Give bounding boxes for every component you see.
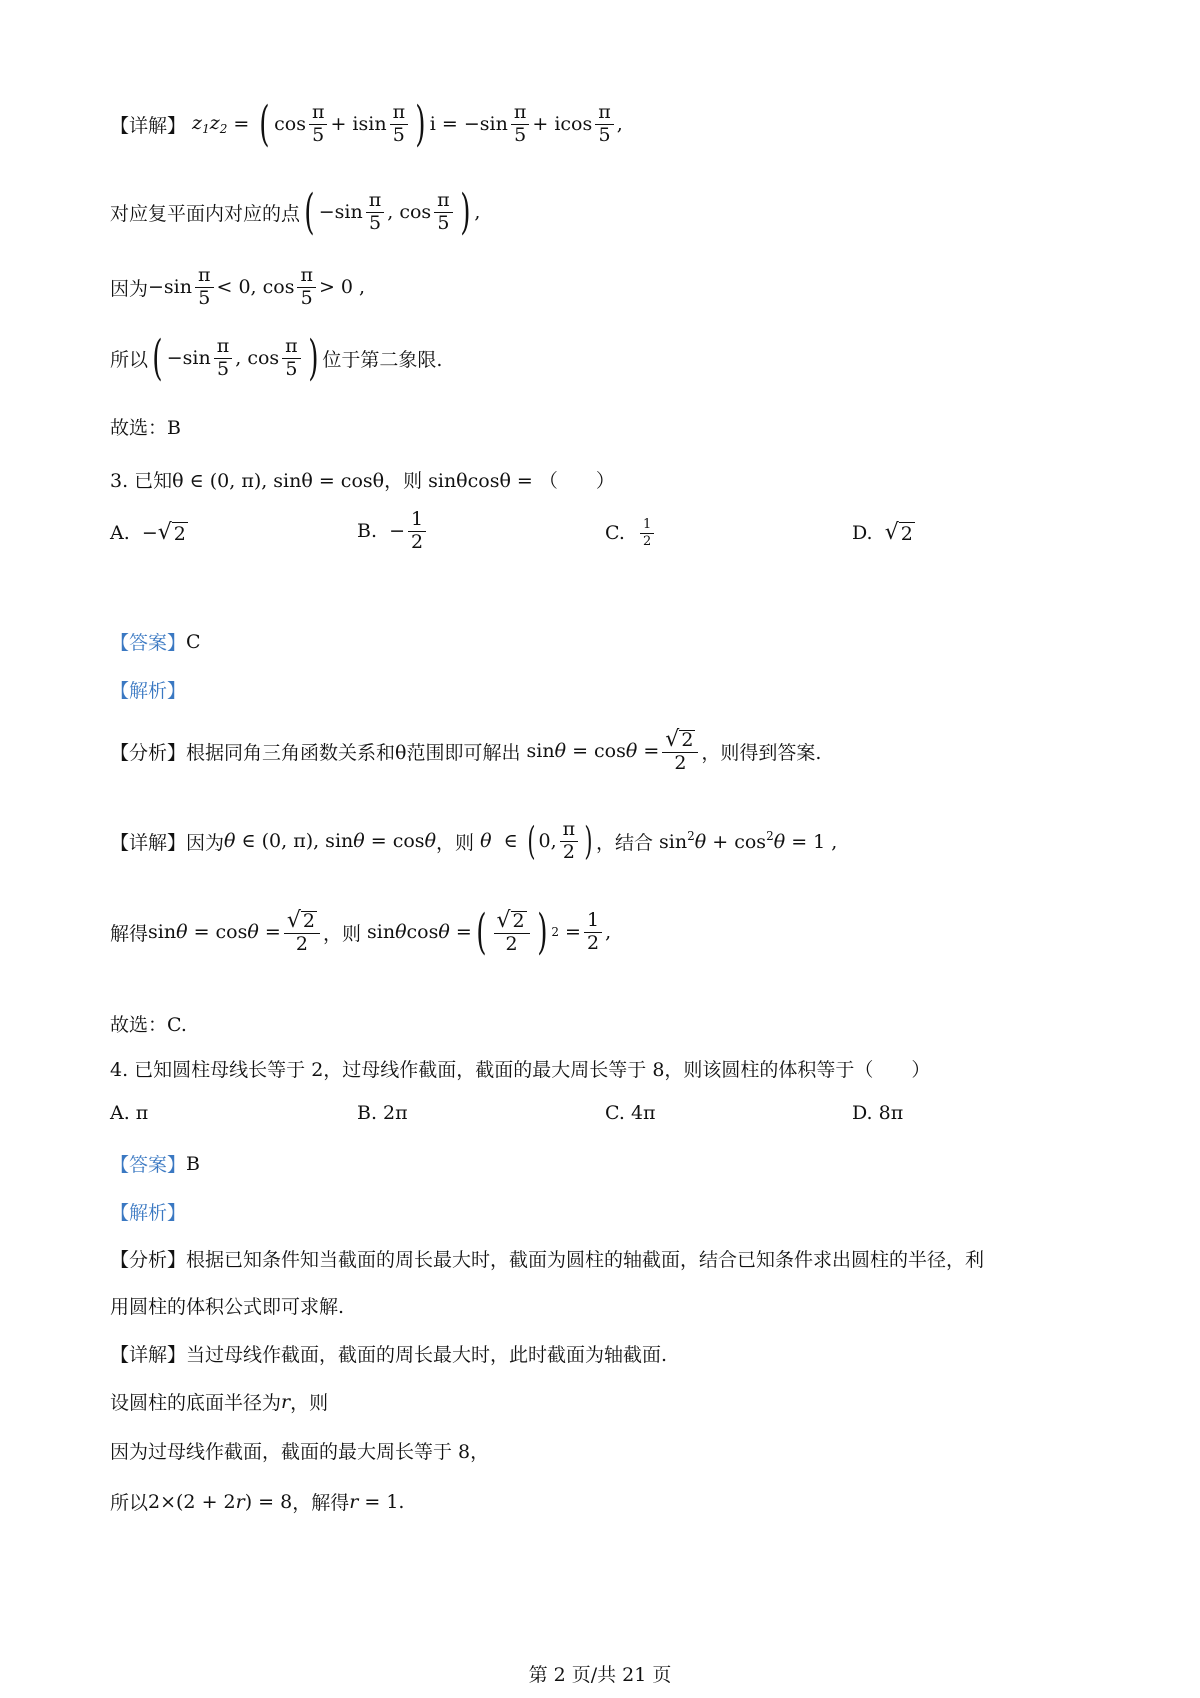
q3-option-d: D. √ 2	[852, 520, 913, 545]
so-line: 所以 ( −sin $\frac{\pi}{5}$ , cos $\frac{\pi}{5}$ ) 位于第二象限.	[110, 330, 443, 386]
q3-analysis: 【分析】 根据同角三角函数关系和θ范围即可解出 sinθ = cosθ = √ 2 2 ，则得到答案.	[110, 727, 822, 775]
q3-detail: 【详解】 因为 θ ∈ (0, π), sinθ = cosθ ，则 θ ∈ ( 0, $\frac{\pi}{2}$ ) ，结合 $\sin^2\theta + \cos^2\theta = 1$ ,	[110, 818, 838, 864]
q3-option-b: B. − $\frac{1}{2}$	[357, 510, 429, 553]
q4-option-b: B. 2π	[357, 1102, 408, 1124]
q4-option-c: C. 4π	[605, 1102, 656, 1124]
q4-option-a: A. π	[110, 1102, 149, 1124]
q4-detail-line3: 因为过母线作截面，截面的最大周长等于 8，	[110, 1441, 490, 1463]
q3-option-c: C. $\frac{1}{2}$	[605, 518, 657, 548]
q4-detail-line2: 设圆柱的底面半径为 r ，则	[110, 1390, 329, 1414]
q4-option-d: D. 8π	[852, 1102, 904, 1124]
q4-stem: 4. 已知圆柱母线长等于 2，过母线作截面，截面的最大周长等于 8，则该圆柱的体积等于（ ）	[110, 1059, 931, 1081]
q4-analysis-line2: 用圆柱的体积公式即可求解.	[110, 1296, 345, 1318]
detail-tag: 【详解】	[110, 114, 187, 137]
q4-analysis-tag: 【解析】	[110, 1202, 187, 1224]
q4-analysis-line1: 【分析】根据已知条件知当截面的周长最大时，截面为圆柱的轴截面，结合已知条件求出圆柱的半径，利	[110, 1249, 985, 1271]
point-text: 对应复平面内对应的点	[110, 202, 301, 225]
q4-detail-line1: 【详解】当过母线作截面，截面的周长最大时，此时截面为轴截面.	[110, 1344, 668, 1366]
q4-detail-line4: 所以 2×(2 + 2r) = 8 ，解得 r = 1 .	[110, 1490, 405, 1514]
q4-answer: 【答案】 B	[110, 1152, 200, 1176]
point-line: 对应复平面内对应的点 ( −sin $\frac{\pi}{5}$ , cos $\frac{\pi}{5}$ ) ,	[110, 184, 481, 240]
q3-stem: 3. 已知θ ∈ (0, π), sinθ = cosθ，则 sinθcosθ = （ ）	[110, 470, 615, 492]
choose-c: 故选：C.	[110, 1014, 187, 1036]
quadrant-text: 位于第二象限.	[322, 348, 443, 371]
detail-line-z1z2: 【详解】 $z_1z_2$ = ( cos $\frac{\pi}{5}$ + isin $\frac{\pi}{5}$ ) i = −sin $\frac{\pi}{5}$ + icos $\frac{\pi}{5}$ ,	[110, 96, 623, 152]
choose-b: 故选：B	[110, 417, 181, 439]
q3-option-a: A. − √ 2	[110, 520, 186, 545]
because-line: 因为 −sin $\frac{\pi}{5}$ < 0, cos $\frac{\pi}{5}$ > 0 ,	[110, 264, 366, 309]
q3-analysis-tag: 【解析】	[110, 680, 187, 702]
q3-answer: 【答案】 C	[110, 630, 201, 654]
q3-solve: 解得 sinθ = cosθ = √ 2 2 ，则 sinθcosθ = ( √ 2 2 ) 2 = $\frac{1}{2}$ ,	[110, 904, 612, 960]
page-footer: 第 2 页/共 21 页	[528, 1664, 672, 1686]
because-text: 因为	[110, 277, 149, 300]
math-z1z2: $z_1z_2$	[186, 112, 228, 136]
so-text: 所以	[110, 348, 149, 371]
